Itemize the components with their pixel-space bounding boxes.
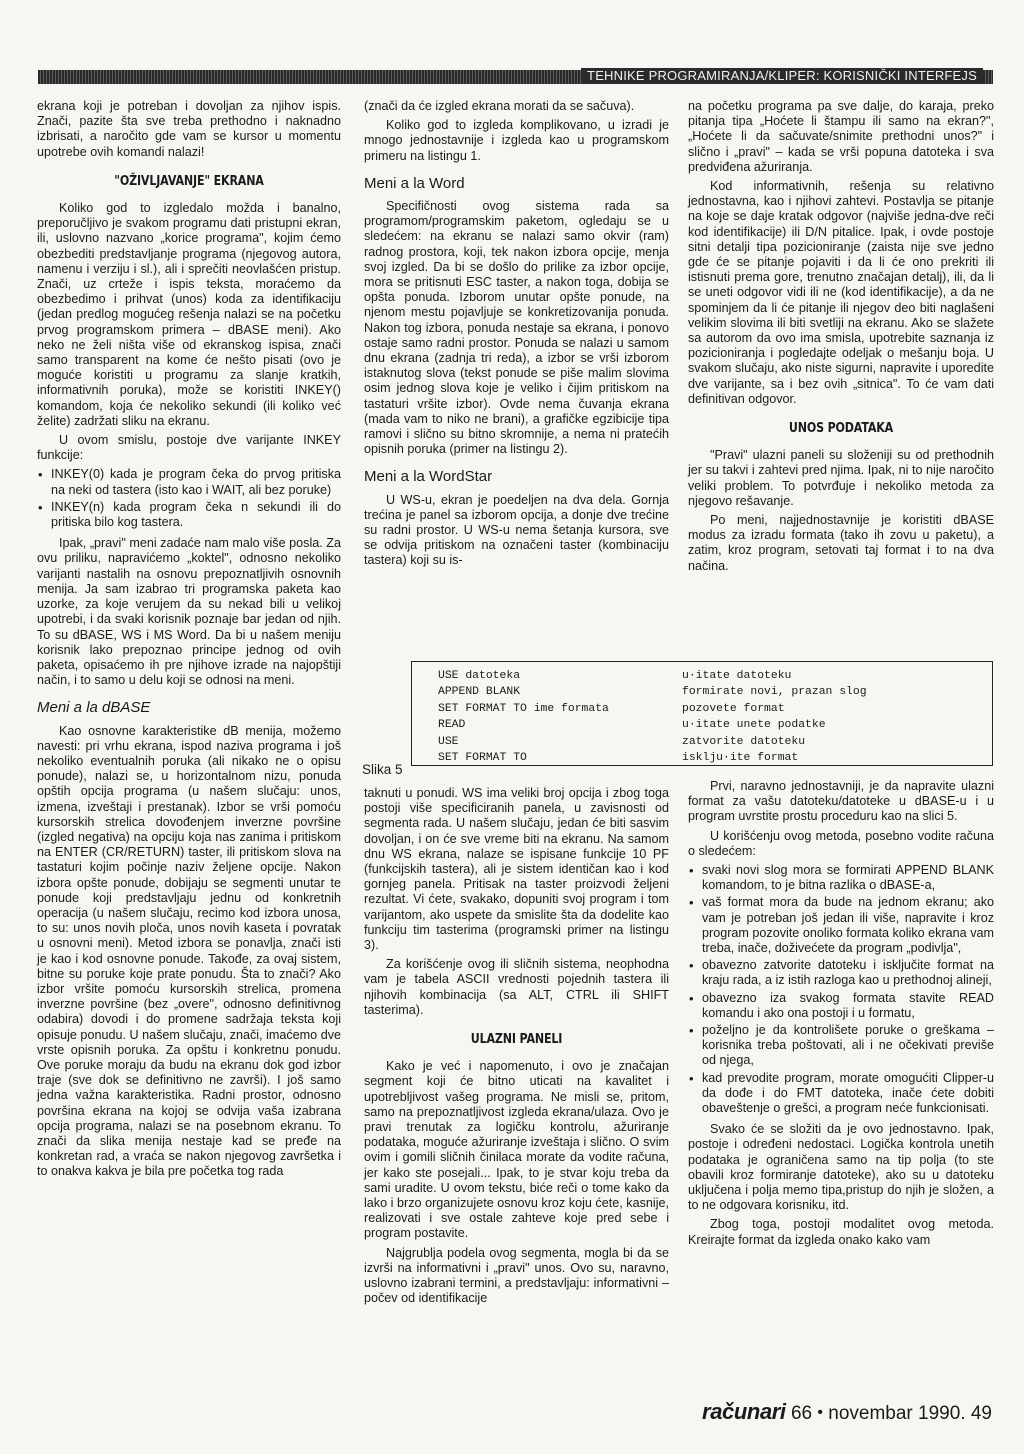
comment-line: formirate novi, prazan slog [682,686,867,699]
paragraph: Prvi, naravno jednostavniji, je da napravite ulazni format za vašu datoteku/datoteke u dBASE-u i u program uvrstite prostu proceduru kao na slici 5. [688,779,994,824]
list-item: • obavezno iza svakog formata stavite READ komandu i ako ona postoji i u formatu, [688,991,994,1021]
comment-line: pozovete format [682,702,785,715]
magazine-name: računari [702,1399,786,1424]
issue-number: 66 [790,1403,813,1424]
comment-line: isklju·ite format [682,752,799,765]
section-heading: "OŽIVLJAVANJE" EKRANA [114,172,264,189]
paragraph: "Pravi" ulazni paneli su složeniji su od prethodnih jer su takvi i zahtevi pred njima. Ipak, ni to nije naročito veliki problem. To potvrđuje i nekoliko metoda za njegovo rešavanje. [688,448,994,508]
paragraph: Svako će se složiti da je ovo jednostavno. Ipak, postoje i određeni nedostaci. Logička kontrola unetih podataka je ograničena samo na tip polja (to ste obavili kroz formiranje datoteke), ako su u datoteku uključena i polja memo tipa,pristup do njih je složen, a to ne odgovara korisniku, itd. [688,1122,994,1213]
list-item: • kad prevodite program, morate omogućiti Clipper-u da dođe i do FMT datoteka, inače ćete dobiti obaveštenje o grešci, a program neće funkcionisati. [688,1071,994,1117]
comment-line: u·itate unete podatke [682,719,826,732]
list-item: • obavezno zatvorite datoteku i isključite format na kraju rada, a iz istih razloga kao u prethodnoj alineji, [688,958,994,988]
paragraph: U WS-u, ekran je poedeljen na dva dela. Gornja trećina je panel sa izborom opcija, a donje dve trećine su radni prostor. U WS-u nema šetanja kursora, sve se odvija pritiskom na označeni taster (kombinaciju tastera) koji su is- [364,492,669,568]
paragraph: Za korišćenje ovog ili sličnih sistema, neophodna vam je tabela ASCII vrednosti pojednih tastera ili njihovih kombinacija (sa ALT, CTRL ili SHIFT tasterima). [364,957,669,1017]
code-line: APPEND BLANK [438,686,521,699]
issue-date: novembar 1990. [828,1403,966,1424]
list-item: • INKEY(n) kada program čeka n sekundi ili do pritiska bilo kog tastera. [37,500,341,530]
bullet-list [688,863,994,1116]
bullet-separator: • [817,1404,823,1421]
code-line: SET FORMAT TO ime formata [438,702,609,715]
paragraph: na početku programa pa sve dalje, do karaja, preko pitanja tipa „Hoćete li štampu ili samo na ekran?", „Hoćete li da sačuvate/snimite prethodni unos?" i slično i „pravi" – kada se vrši popuna datoteka i sva predviđena ažuriranja. [688,99,994,174]
paragraph: Koliko god to izgleda komplikovano, u izradi je mnogo jednostavnije i izgleda kao u programskom primeru na listingu 1. [364,118,669,163]
column-2-bottom [364,786,669,1311]
page-number: 49 [970,1403,992,1424]
comment-line: u·itate datoteku [682,670,792,682]
paragraph: Najgrublja podela ovog segmenta, mogla bi da se izvrši na informativni i „pravi" unos. Ovo su, naravno, uslovno izabrani termini, a predstavljaju: informativni – počev od identifikacije [364,1245,669,1306]
paragraph: taknuti u ponudi. WS ima veliki broj opcija i zbog toga postoji više specificiranih panela, u zavisnosti od segmenta rada. U našem slučaju, jedan će biti sasvim dovoljan, i on će sve vreme biti na ekranu. Na samom dnu WS ekrana, nalaze se ispisane funkcije 10 PF (funkcijskih tastera), ali je sistem identičan kao i kod gornjeg panela. Pritisak na taster proizvodi željeni rezultat. Vi ćete, svakako, dopuniti svoj program i tom varijantom, ako uspete da smislite šta da dodelite kao funkciju tim tasterima (programski primer na listingu 3). [364,786,669,953]
paragraph: (znači da će izgled ekrana morati da se sačuva). [364,99,635,113]
list-item: • poželjno je da kontrolišete poruke o greškama – korisnika treba poštovati, ali i ne očekivati previše od njega, [688,1023,994,1069]
code-line: USE datoteka [438,670,521,682]
code-line: USE [438,735,459,748]
paragraph: Po meni, najjednostavnije je koristiti dBASE modus za izradu formata (tako ih zovu u paketu), a zatim, kroz program, setovati taj format i to na dva načina. [688,513,994,573]
paragraph: U ovom smislu, postoje dve varijante INKEY funkcije: [37,433,341,463]
paragraph: U korišćenju ovog metoda, posebno vodite računa o sledećem: [688,828,994,858]
paragraph: Kao osnovne karakteristike dB menija, možemo navesti: pri vrhu ekrana, ispod naziva programa i još nekoliko eventualnih poruka (ali nikako ne o opisu ponude), nalazi se, u horizontalnom nizu, ponuda opštih opcija programa (u našem slučaju: unos, izmena, izveštaji i prestanak). Izbor se vrši pomoću kursorskih strelica dovođenjem inverzne površine (izgled negativa) na opciju koja nas zanima i pritiskom na ENTER (CR/RETURN) taster, ili pritiskom slova na tastaturi kojim počinje naziv željene opcije. Nakon izbora opšte ponude, dobijaju se segmenti unutar te ponude koji predstavljaju jednu od konkretnih operacija (u našem slučaju, recimo kod izbora unosa, to su: unos novih ploča, unos novih kaseta i povratak u osnovni meni). Metod izbora se ponavlja, znači isti je kao i kod osnovne ponude. Takođe, za ovaj sistem, bitne su poruke koje prate ponudu. Šta to znači? Ako izbor vršite pomoću kursorskih strelica, promena inverzne površine (bez „overe", odnosno definitivnog odabira) dovodi i do promene sadržaja teksta koji opisuje ponudu. U našem slučaju, znači, imaćemo dve vrste opisnih poruka. Za opštu i konkretnu ponudu. Ove poruke moraju da budu na ekranu dok god izbor traje (sve dok se definitivno ne završi). I još samo jedna važna karakteristika. Radni prostor, odnosno površina ekrana na kojoj se odvija vaša izabrana opcija programa, nalazi se na posebnom ekranu. To znači da slika menija nestaje kad se pređe na konkretan rad, a vraća se nakon njegovog završetka i to onakva kakva je bila pre početka tog rada [37,723,341,1179]
section-heading: ULAZNI PANELI [470,1031,563,1048]
page-footer [702,1399,992,1425]
code-line: READ [438,719,466,732]
column-2-top [364,99,669,573]
code-listing-figure [411,661,993,766]
paragraph: Zbog toga, postoji modalitet ovog metoda. Kreirajte format da izgleda onako kako vam [688,1217,994,1247]
bullet-list [37,467,341,530]
subheading: Meni a la WordStar [364,468,493,486]
paragraph: ekrana koji je potreban i dovoljan za njihov ispis. Znači, pazite šta sve treba prethodno i naknadno izbrisati, a naročito gde vam se kursor u momentu upotrebe ovih komandi nalazi! [37,99,341,159]
column-1 [37,99,341,1184]
figure-caption: Slika 5 [362,762,403,777]
code-column [438,668,609,766]
paragraph: Koliko god to izgledalo možda i banalno, preporučljivo je svakom programu dati pristupni ekran, ili, uslovno nazvano „korice programa", kojim ćemo obezbediti predstavljanje programa (njegovog autora, namenu i verziju i sl.), ali i sprečiti neovlašćen pristup. Znači, uz crteže i ispis teksta, moraćemo da obezbedimo i prihvat (unos) koda za identifikaciju (jedan predlog mogućeg rešenja nalazi se na početku prvog programskom primera – dBASE meni). Ako neko ne želi ništa više od ekranskog ispisa, znači samo transparent na kome će nešto pisati (ovo je moguće koristiti u programu za slanje kratkih, informativnih poruka), može se koristiti INKEY() komandom, koja će nekoliko sekundi (ili koliko već želite) zadržati sliku na ekranu. [37,201,341,428]
paragraph: Specifičnosti ovog sistema rada sa programom/programskim paketom, ogledaju se u sledećem: na ekranu se nalazi samo okvir (ram) radnog prostora, koji, tek nakon izbora opcije, menja svoj izgled. Da bi se došlo do prilike za izbor opcije, mora se pritisnuti ESC taster, a nakon toga, dobija se opšta ponuda. Izborom unutar opšte ponude, na njenom mestu pojavljuje se konkretizovanija ponuda. Nakon tog izbora, ponuda nestaje sa ekrana, i ponovo ostaje samo radni prostor. Ponuda se nalazi u samom dnu ekrana (zadnja tri reda), a izbor se vrši izborom istaknutog slova (tekst ponude se piše malim slovima osim jednog slova koje je veliko i čijim pritiskom na tastaturi vršite izbor). Ovde nema čuvanja ekrana (mada vam to niko ne brani), a grafičke egzibicije tipa ramovi i slično su bitno skromnije, a nema ni pratećih opisnih poruka (primer na listingu 2). [364,199,669,457]
comment-line: zatvorite datoteku [682,735,806,748]
section-heading: UNOS PODATAKA [788,420,894,437]
section-title: TEHNIKE PROGRAMIRANJA/KLIPER: KORISNIČKI INTERFEJS [581,68,983,84]
column-3-top [688,99,994,578]
paragraph: Ipak, „pravi" meni zadaće nam malo više posla. Za ovu priliku, napravićemo „koktel", odnosno nekoliko varijanti nastalih na osnovu prepoznatljivih osnovnih menija. Ja sam izabrao tri programska paketa kao uzorke, za koje verujem da su nekad bili u velikoj upotrebi, i da svaki korisnik poznaje bar jedan od njih. To su dBASE, WS i MS Word. Da bi u našem meniju korisnik lako prepoznao principe jednog od ovih paketa, opisaćemo ih pre njihove izrade na najopštiji način, i to samo u delu koji se odnosi na meni. [37,536,341,688]
header-band [38,70,993,84]
subheading: Meni a la Word [364,174,465,192]
subheading: Meni a la dBASE [37,699,151,717]
paragraph: Kako je već i napomenuto, i ovo je značajan segment koji će bitno uticati na kavalitet i upotrebljivost vašeg programa. Ne misli se, pritom, samo na prepoznatljivost izgleda ekrana/ulaza. Ovo je pravi trenutak za logičku kontrolu, ažuriranje podataka, moguće ažuriranje izveštaja i slično. O svim ovim i gomili sličnih činilaca morate da vodite računa, jer kako ste posejali... Ipak, to je stvar koju treba da sami uradite. U ovom tekstu, biće reči o tome kako da lako i brzo organizujete osnovu kroz koju ćete, kasnije, realizovati i sve ostale zahteve koje pred sebe i program postavite. [364,1059,669,1241]
code-line: SET FORMAT TO [438,752,527,765]
list-item: • vaš format mora da bude na jednom ekranu; ako vam je potreban još jedan ili više, napravite i kroz program pozovite onoliko formata koliko ekrana vam treba, inače, doživećete da program „podivlja", [688,895,994,956]
paragraph: Kod informativnih, rešenja su relativno jednostavna, kao i njihovi zahtevi. Postavlja se pitanje na koje se daje kratak odgovor (najviše jedna-dve reči kod identifikacije) ili D/N pitalice. Ipak, i ovde postoje sitni detalji tipa pozicioniranje (zaista nije sve jedno gde će se pitanje pojaviti i da li će ono prekriti ili istisnuti prema gore, trenutno značajan detalj), ili, da li se uneti odgovor vidi ili ne (kod identifikacije), a da ne spominjem da li će pitanje ili njegov deo biti naglašeni velikim slovima ili biti svetliji na ekranu. Ako se slažete sa autorom da ovo ima smisla, upotrebite saznanja iz pozicioniranja i pogledajte odeljak o mešanju boja. U svakom slučaju, ako niste sigurni, napravite i uporedite dve varijante, sa i bez ovih „sitnica". To će vam dati definitivan odgovor. [688,179,994,406]
comment-column [682,668,867,766]
list-item: • svaki novi slog mora se formirati APPEND BLANK komandom, to je bitna razlika o dBASE-a, [688,863,994,893]
column-3-bottom [688,779,994,1252]
list-item: • INKEY(0) kada je program čeka do prvog pritiska na neki od tastera (isto kao i WAIT, ali bez poruke) [37,467,341,497]
